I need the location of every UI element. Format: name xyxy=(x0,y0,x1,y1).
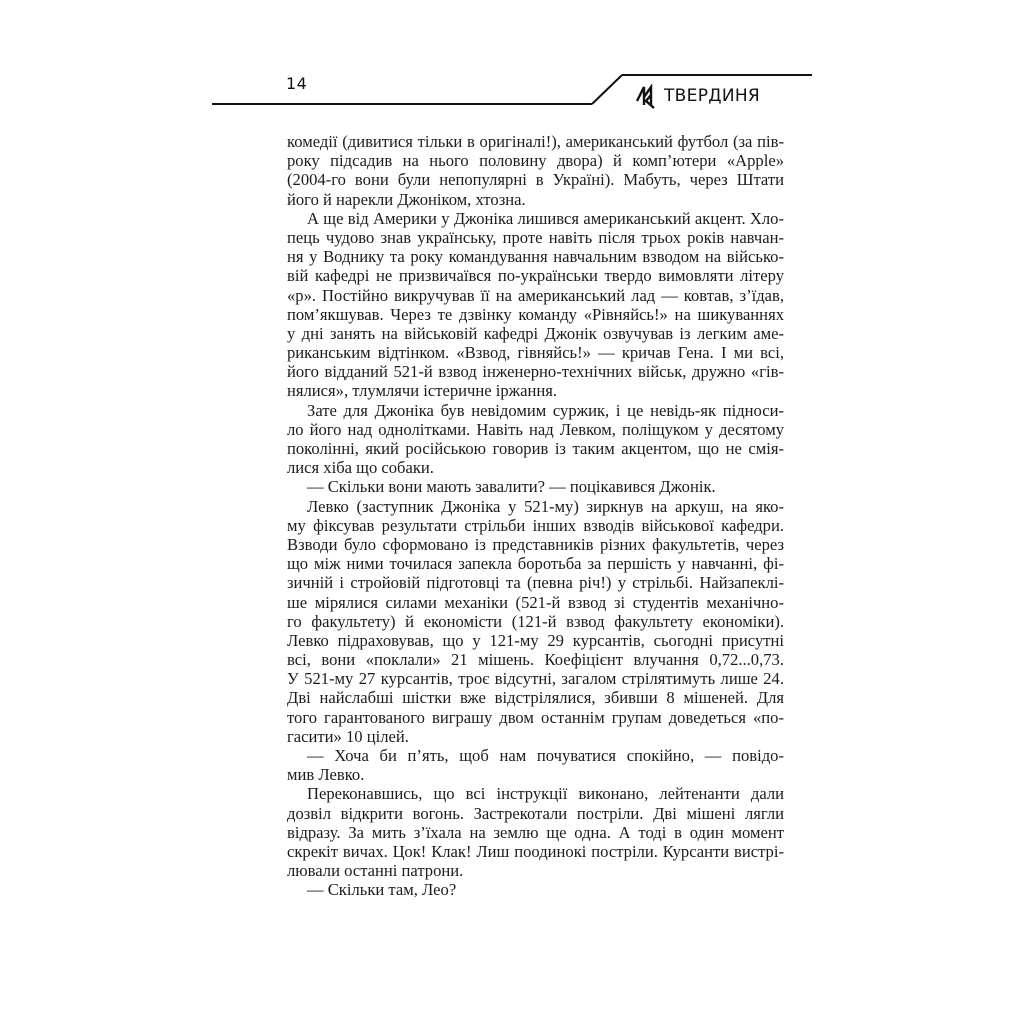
text-line: пець чудово знав українську, проте навіть після трьох років навчан- xyxy=(287,227,784,247)
text-line: Переконавшись, що всі інструкції виконано, лейтенанти дали xyxy=(307,784,784,804)
text-line: вій кафедрі не призвичаївся по-українськи твердо вимовляти літеру xyxy=(287,266,784,286)
text-line: лися хіба що собаки. xyxy=(287,458,434,478)
text-line: дозвіл відкрити вогонь. Застрекотали постріли. Дві мішені лягли xyxy=(287,803,784,823)
text-line: поколінні, який російською говорив із таким акцентом, що не смія- xyxy=(287,439,784,458)
text-line: мив Левко. xyxy=(287,765,365,785)
text-line: — Скільки там, Лео? xyxy=(307,880,457,900)
text-line: комедії (дивитися тільки в оригіналі!), американський футбол (за пів- xyxy=(287,132,784,151)
running-header xyxy=(0,0,1024,120)
text-line: — Хоча би п’ять, щоб нам почуватися спокійно, — повідо- xyxy=(307,746,784,765)
text-line: Левко (заступник Джоніка у 521-му) зиркнув на аркуш, на яко- xyxy=(307,496,784,516)
text-line: ше мірялися силами механіки (521-й взвод зі студентів механічно- xyxy=(287,592,784,612)
text-line: го факультету) й економісти (121-й взвод факультету економіки). xyxy=(287,611,784,631)
text-line: — Скільки вони мають завалити? — поцікавився Джонік. xyxy=(307,477,716,497)
text-line: риканським відтінком. «Взвод, гівняйсь!» — кричав Гена. І ми всі, xyxy=(287,343,784,363)
text-line: ня у Воднику та року командування навчальним взводом на військо- xyxy=(287,247,784,267)
text-line: нялися», тлумлячи істеричне іржання. xyxy=(287,381,558,401)
publisher-logo-icon xyxy=(634,83,658,109)
text-line: його відданий 521-й взвод інженерно-технічних військ, дружно «гів- xyxy=(287,362,784,382)
text-line: того гарантованого виграшу двом останнім групам доведеться «по- xyxy=(287,707,784,727)
text-line: гасити» 10 цілей. xyxy=(287,726,409,746)
text-line: відразу. За мить з’їхала на землю ще одна. А тоді в один момент xyxy=(287,822,784,842)
text-line: Взводи було сформовано із представників різних факультетів, через xyxy=(287,534,784,554)
text-line: зичній і стройовій підготовці та (певна річ!) у стрільбі. Найзапеклі- xyxy=(287,573,784,593)
text-line: всі, вони «поклали» 21 мішень. Коефіцієнт влучання 0,72...0,73. xyxy=(287,650,784,670)
text-line: му фіксував результати стрільби інших взводів військової кафедри. xyxy=(287,515,784,535)
text-line: року підсадив на нього половину двора) й комп’ютери «Apple» xyxy=(287,151,784,171)
text-line: ло його над однолітками. Навіть над Левком, поліщуком у десятому xyxy=(287,419,784,439)
text-line: Дві найслабші шістки вже відстрілялися, збивши 8 мішеней. Для xyxy=(287,688,784,708)
text-line: лювали останні патрони. xyxy=(287,861,464,881)
text-line: Левко підраховував, що у 121-му 29 курсантів, сьогодні присутні xyxy=(287,630,784,650)
text-line: «р». Постійно викручував її на американський лад — ковтав, з’їдав, xyxy=(287,285,784,305)
body-text xyxy=(287,132,784,900)
text-line: що між ними точилася запекла боротьба за першість у навчанні, фі- xyxy=(287,554,784,574)
header-rule xyxy=(0,0,1024,120)
text-line: у дні занять на військовій кафедрі Джонік озвучував із легким аме- xyxy=(287,323,784,343)
text-line: Зате для Джоніка був невідомим суржик, і це невідь-як підноси- xyxy=(307,400,784,420)
publisher-name: ТВЕРДИНЯ xyxy=(664,86,761,106)
text-line: скрекіт вичах. Цок! Клак! Лиш поодинокі постріли. Курсанти вистрі- xyxy=(287,841,784,861)
text-line: (2004-го вони були непопулярні в Україні). Мабуть, через Штати xyxy=(287,170,784,190)
text-line: його й нарекли Джоніком, хтозна. xyxy=(287,189,526,209)
publisher-brand xyxy=(634,83,760,109)
page-number: 14 xyxy=(286,74,308,93)
text-line: пом’якшував. Через те дзвінку команду «Рівняйсь!» на шикуваннях xyxy=(287,304,784,324)
text-line: У 521-му 27 курсантів, троє відсутні, загалом стрілятимуть лише 24. xyxy=(287,669,784,689)
text-line: А ще від Америки у Джоніка лишився американський акцент. Хло- xyxy=(307,208,784,228)
